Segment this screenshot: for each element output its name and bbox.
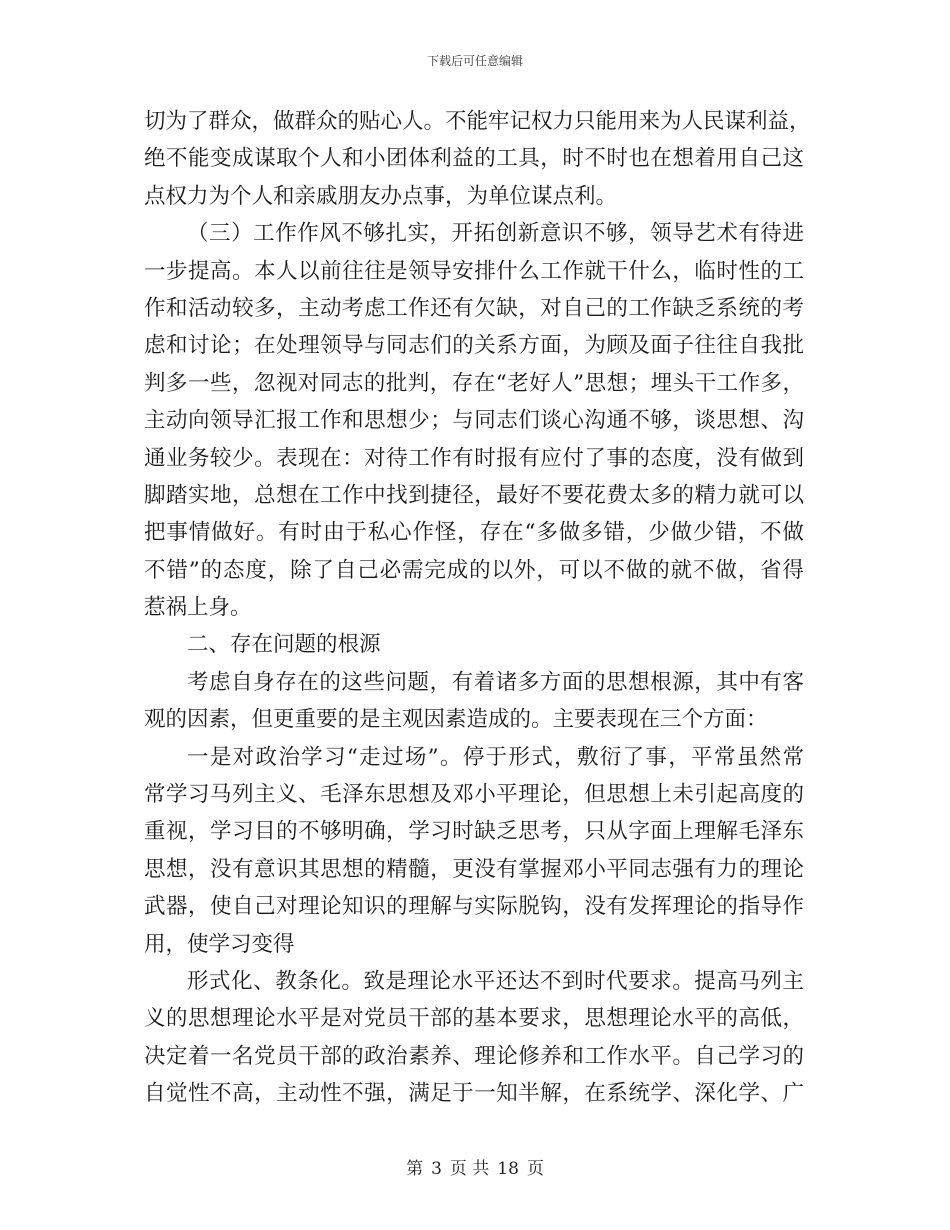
text-line: 切为了群众，做群众的贴心人。不能牢记权力只能用来为人民谋利益， — [144, 109, 811, 134]
page-footer — [0, 1154, 950, 1179]
text-line: 通业务较少。表现在：对待工作有时报有应付了事的态度，没有做到 — [144, 445, 804, 471]
text-line: 脚踏实地，总想在工作中找到捷径，最好不要花费太多的精力就可以 — [144, 482, 804, 508]
text-line: 判多一些，忽视对同志的批判，存在“老好人”思想；埋头干工作多， — [144, 370, 804, 396]
text-line: 一是对政治学习“走过场”。停于形式，敷衍了事，平常虽然常 — [187, 744, 804, 770]
page-header: 下载后可任意编辑 — [426, 54, 523, 68]
text-line: 自觉性不高，主动性不强，满足于一知半解，在系统学、深化学、广 — [144, 1081, 804, 1107]
text-line: 主动向领导汇报工作和思想少；与同志们谈心沟通不够，谈思想、沟 — [144, 408, 804, 434]
text-line: 形式化、教条化。致是理论水平还达不到时代要求。提高马列主 — [187, 968, 804, 994]
text-line: 惹祸上身。 — [144, 595, 252, 621]
text-line: 重视，学习目的不够明确，学习时缺乏思考，只从字面上理解毛泽东 — [144, 819, 804, 845]
text-line: 绝不能变成谋取个人和小团体利益的工具，时不时也在想着用自己这 — [144, 146, 804, 172]
text-line: 武器，使自己对理论知识的理解与实际脱钩，没有发挥理论的指导作 — [144, 894, 804, 920]
text-line: 点权力为个人和亲戚朋友办点事，为单位谋点利。 — [144, 183, 618, 209]
footer-suffix: 页 — [526, 1159, 544, 1179]
text-line: 一步提高。本人以前往往是领导安排什么工作就干什么，临时性的工 — [144, 258, 804, 284]
text-line: 常学习马列主义、毛泽东思想及邓小平理论，但思想上未引起高度的 — [144, 782, 804, 808]
text-line: 思想，没有意识其思想的精髓，更没有掌握邓小平同志强有力的理论 — [144, 856, 804, 882]
text-line: （三）工作作风不够扎实，开拓创新意识不够，领导艺术有待进 — [187, 221, 804, 247]
text-line: 二、存在问题的根源 — [187, 632, 381, 658]
footer-middle: 页 共 — [449, 1159, 490, 1179]
current-page-number: 3 — [431, 1159, 442, 1179]
text-line: 考虑自身存在的这些问题，有着诸多方面的思想根源，其中有客 — [187, 669, 804, 695]
text-line: 不错”的态度，除了自己必需完成的以外，可以不做的就不做，省得 — [144, 557, 804, 583]
text-line: 用，使学习变得 — [144, 931, 295, 957]
text-line: 虑和讨论；在处理领导与同志们的关系方面，为顾及面子往往自我批 — [144, 333, 804, 359]
text-line: 作和活动较多，主动考虑工作还有欠缺，对自己的工作缺乏系统的考 — [144, 295, 804, 321]
text-line: 决定着一名党员干部的政治素养、理论修养和工作水平。自己学习的 — [144, 1043, 804, 1069]
text-line: 义的思想理论水平是对党员干部的基本要求，思想理论水平的高低， — [144, 1006, 804, 1032]
text-line: 观的因素，但更重要的是主观因素造成的。主要表现在三个方面： — [144, 707, 768, 733]
document-body — [144, 103, 811, 1113]
footer-prefix: 第 — [406, 1159, 424, 1179]
total-page-count: 18 — [497, 1159, 519, 1179]
text-line: 把事情做好。有时由于私心作怪，存在“多做多错，少做少错，不做 — [144, 520, 804, 546]
